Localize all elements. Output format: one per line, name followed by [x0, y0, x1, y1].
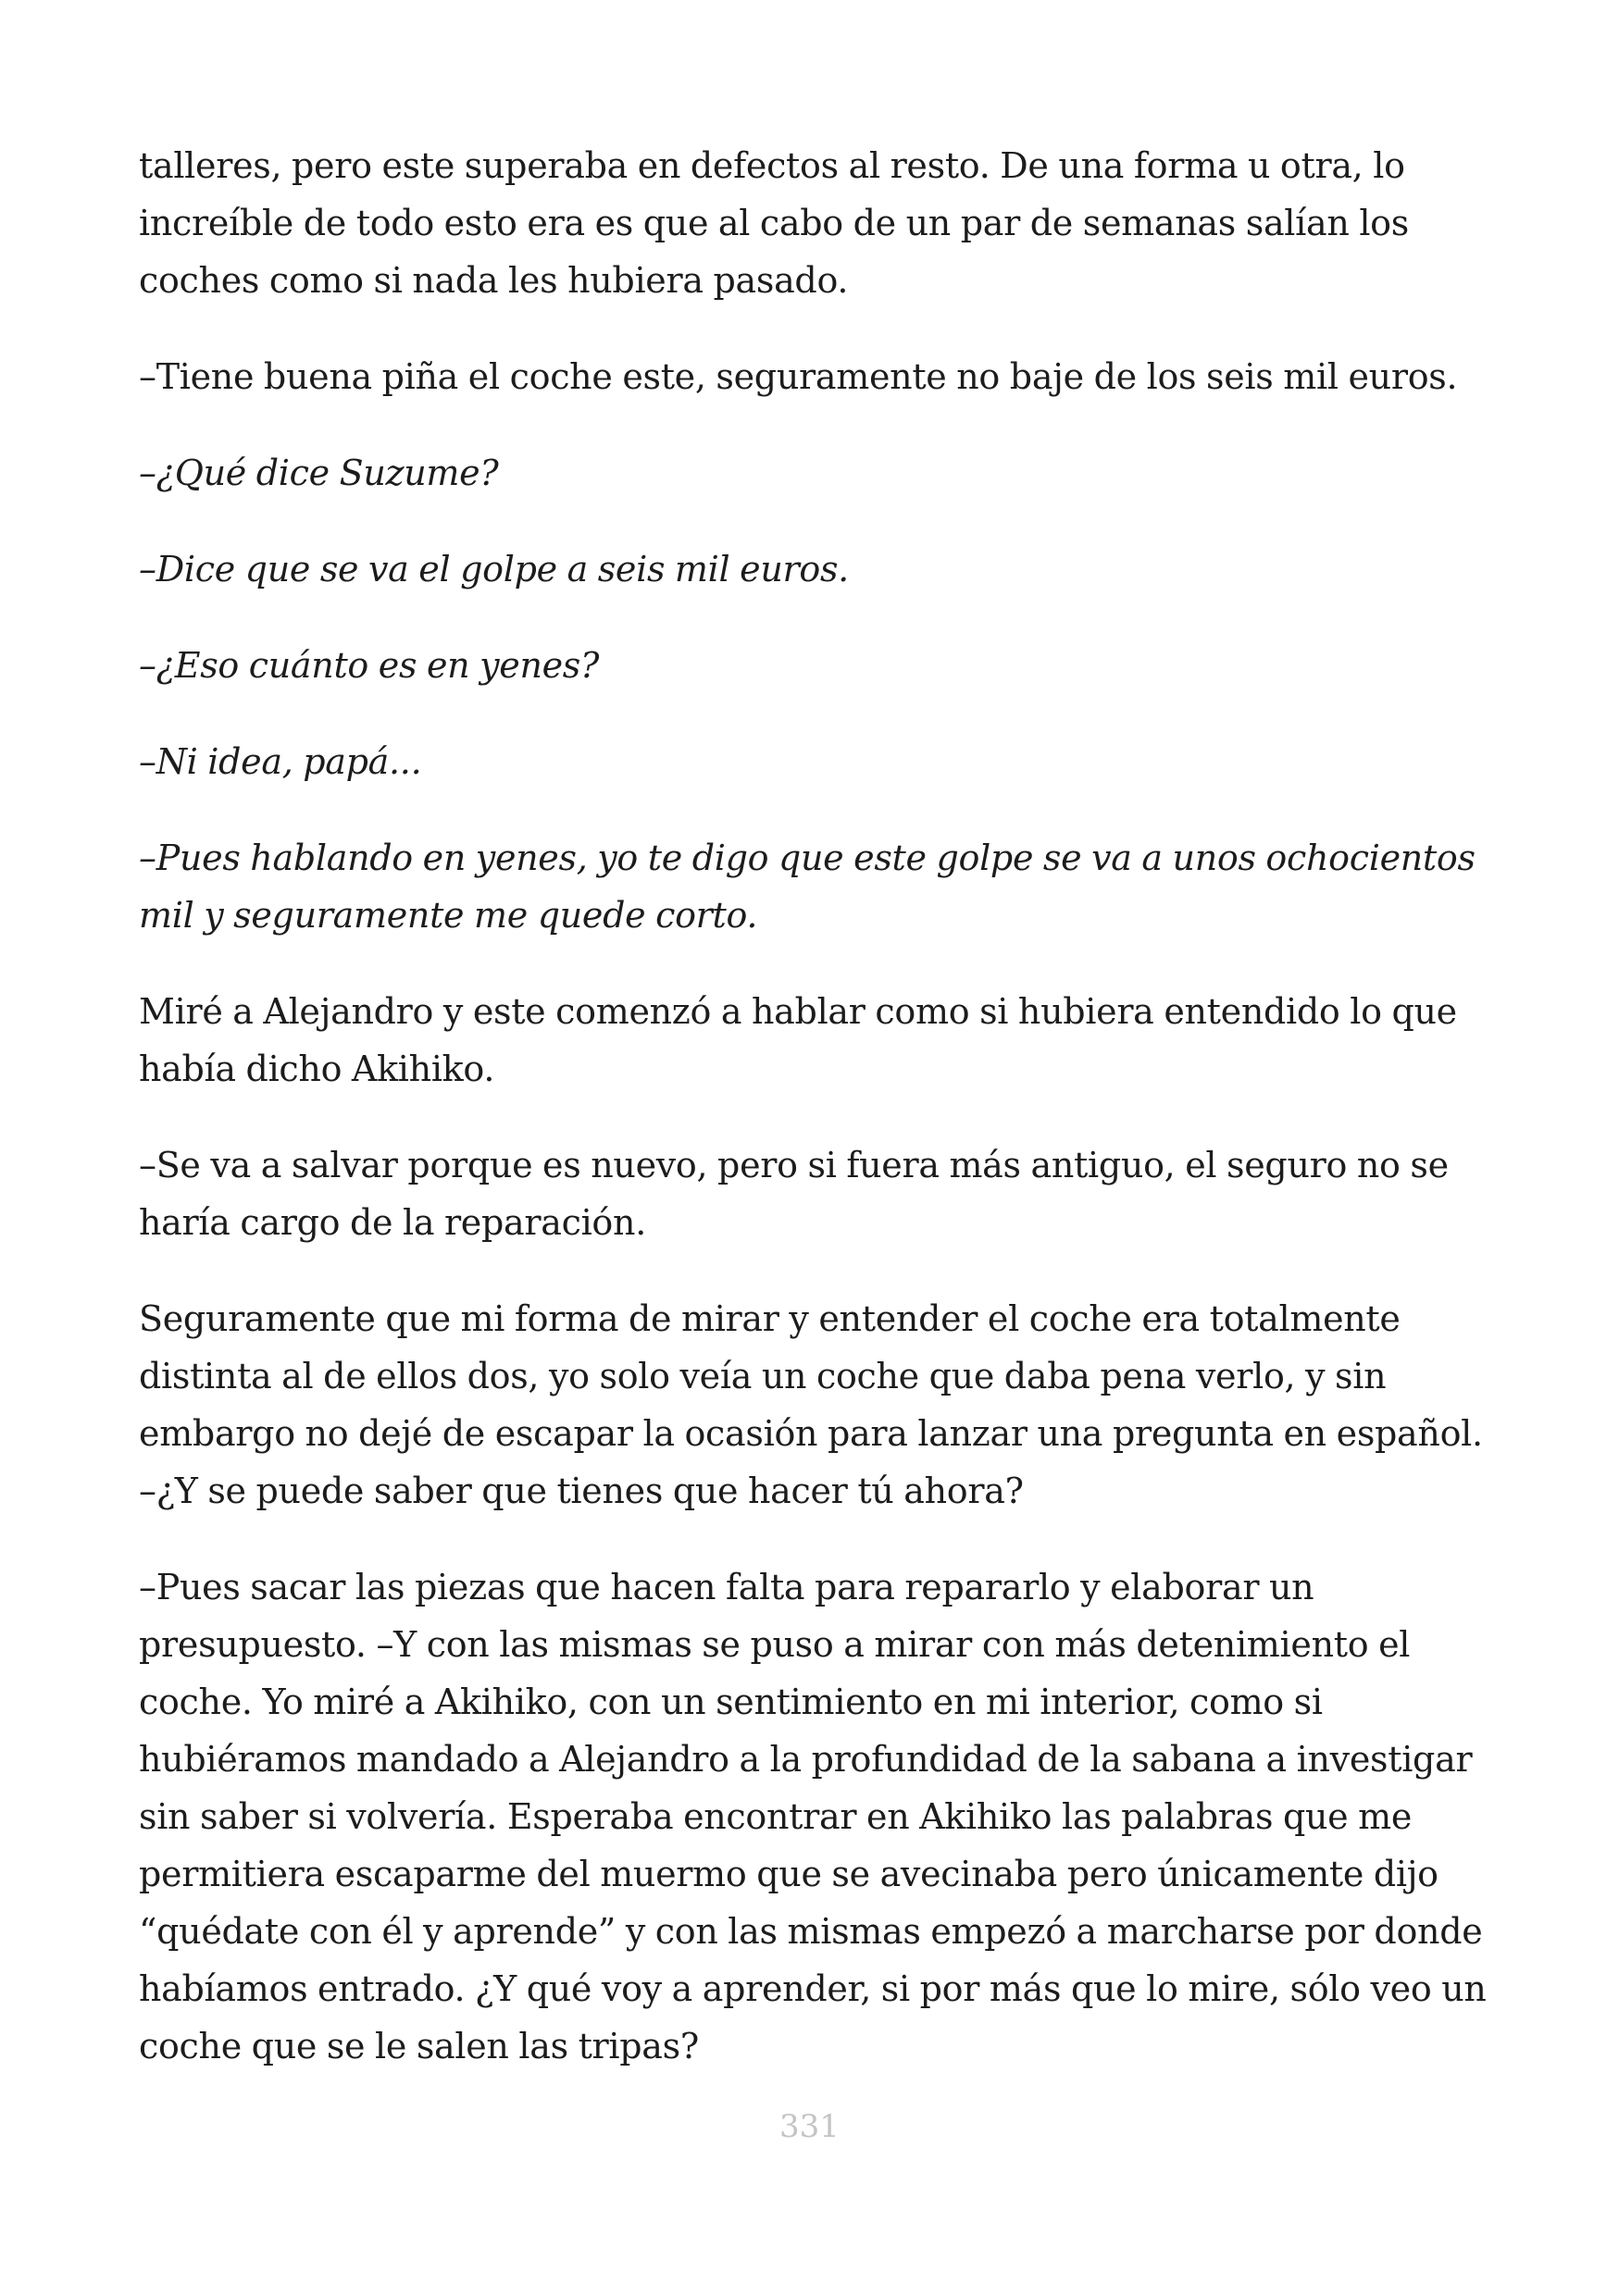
paragraph-4: –Dice que se va el golpe a seis mil euros.	[139, 549, 849, 590]
paragraph-5: –¿Eso cuánto es en yenes?	[139, 645, 600, 686]
page-number: 331	[779, 2108, 840, 2145]
paragraph-9: –Se va a salvar porque es nuevo, pero si fuera más antiguo, el seguro no se haría cargo de la reparación.	[139, 1145, 1449, 1243]
paragraph-11: –Pues sacar las piezas que hacen falta para repararlo y elaborar un presupuesto. –Y con las mismas se puso a mirar con más detenimiento el coche. Yo miré a Akihiko, con un sentimiento en mi interior, como si hubiéramos mandado a Alejandro a la profundidad de la sabana a investigar sin saber si volvería. Esperaba encontrar en Akihiko las palabras que me permitiera escaparme del muermo que se avecinaba pero únicamente dijo “quédate con él y aprende” y con las mismas empezó a marcharse por donde habíamos entrado. ¿Y qué voy a aprender, si por más que lo mire, sólo veo un coche que se le salen las tripas?	[139, 1567, 1487, 2066]
paragraph-8: Miré a Alejandro y este comenzó a hablar como si hubiera entendido lo que había dicho Akihiko.	[139, 991, 1457, 1089]
page-body	[139, 137, 1500, 2114]
paragraph-3: –¿Qué dice Suzume?	[139, 453, 499, 493]
paragraph-2: –Tiene buena piña el coche este, seguramente no baje de los seis mil euros.	[139, 356, 1458, 397]
paragraph-10: Seguramente que mi forma de mirar y entender el coche era totalmente distinta al de ellos dos, yo solo veía un coche que daba pena verlo, y sin embargo no dejé de escapar la ocasión para lanzar una pregunta en español. –¿Y se puede saber que tienes que hacer tú ahora?	[139, 1298, 1483, 1511]
paragraph-7: –Pues hablando en yenes, yo te digo que este golpe se va a unos ochocientos mil y seguramente me quede corto.	[139, 838, 1476, 936]
paragraph-6: –Ni idea, papá...	[139, 741, 422, 782]
paragraph-1: talleres, pero este superaba en defectos al resto. De una forma u otra, lo increíble de todo esto era es que al cabo de un par de semanas salían los coches como si nada les hubiera pasado.	[139, 145, 1409, 301]
